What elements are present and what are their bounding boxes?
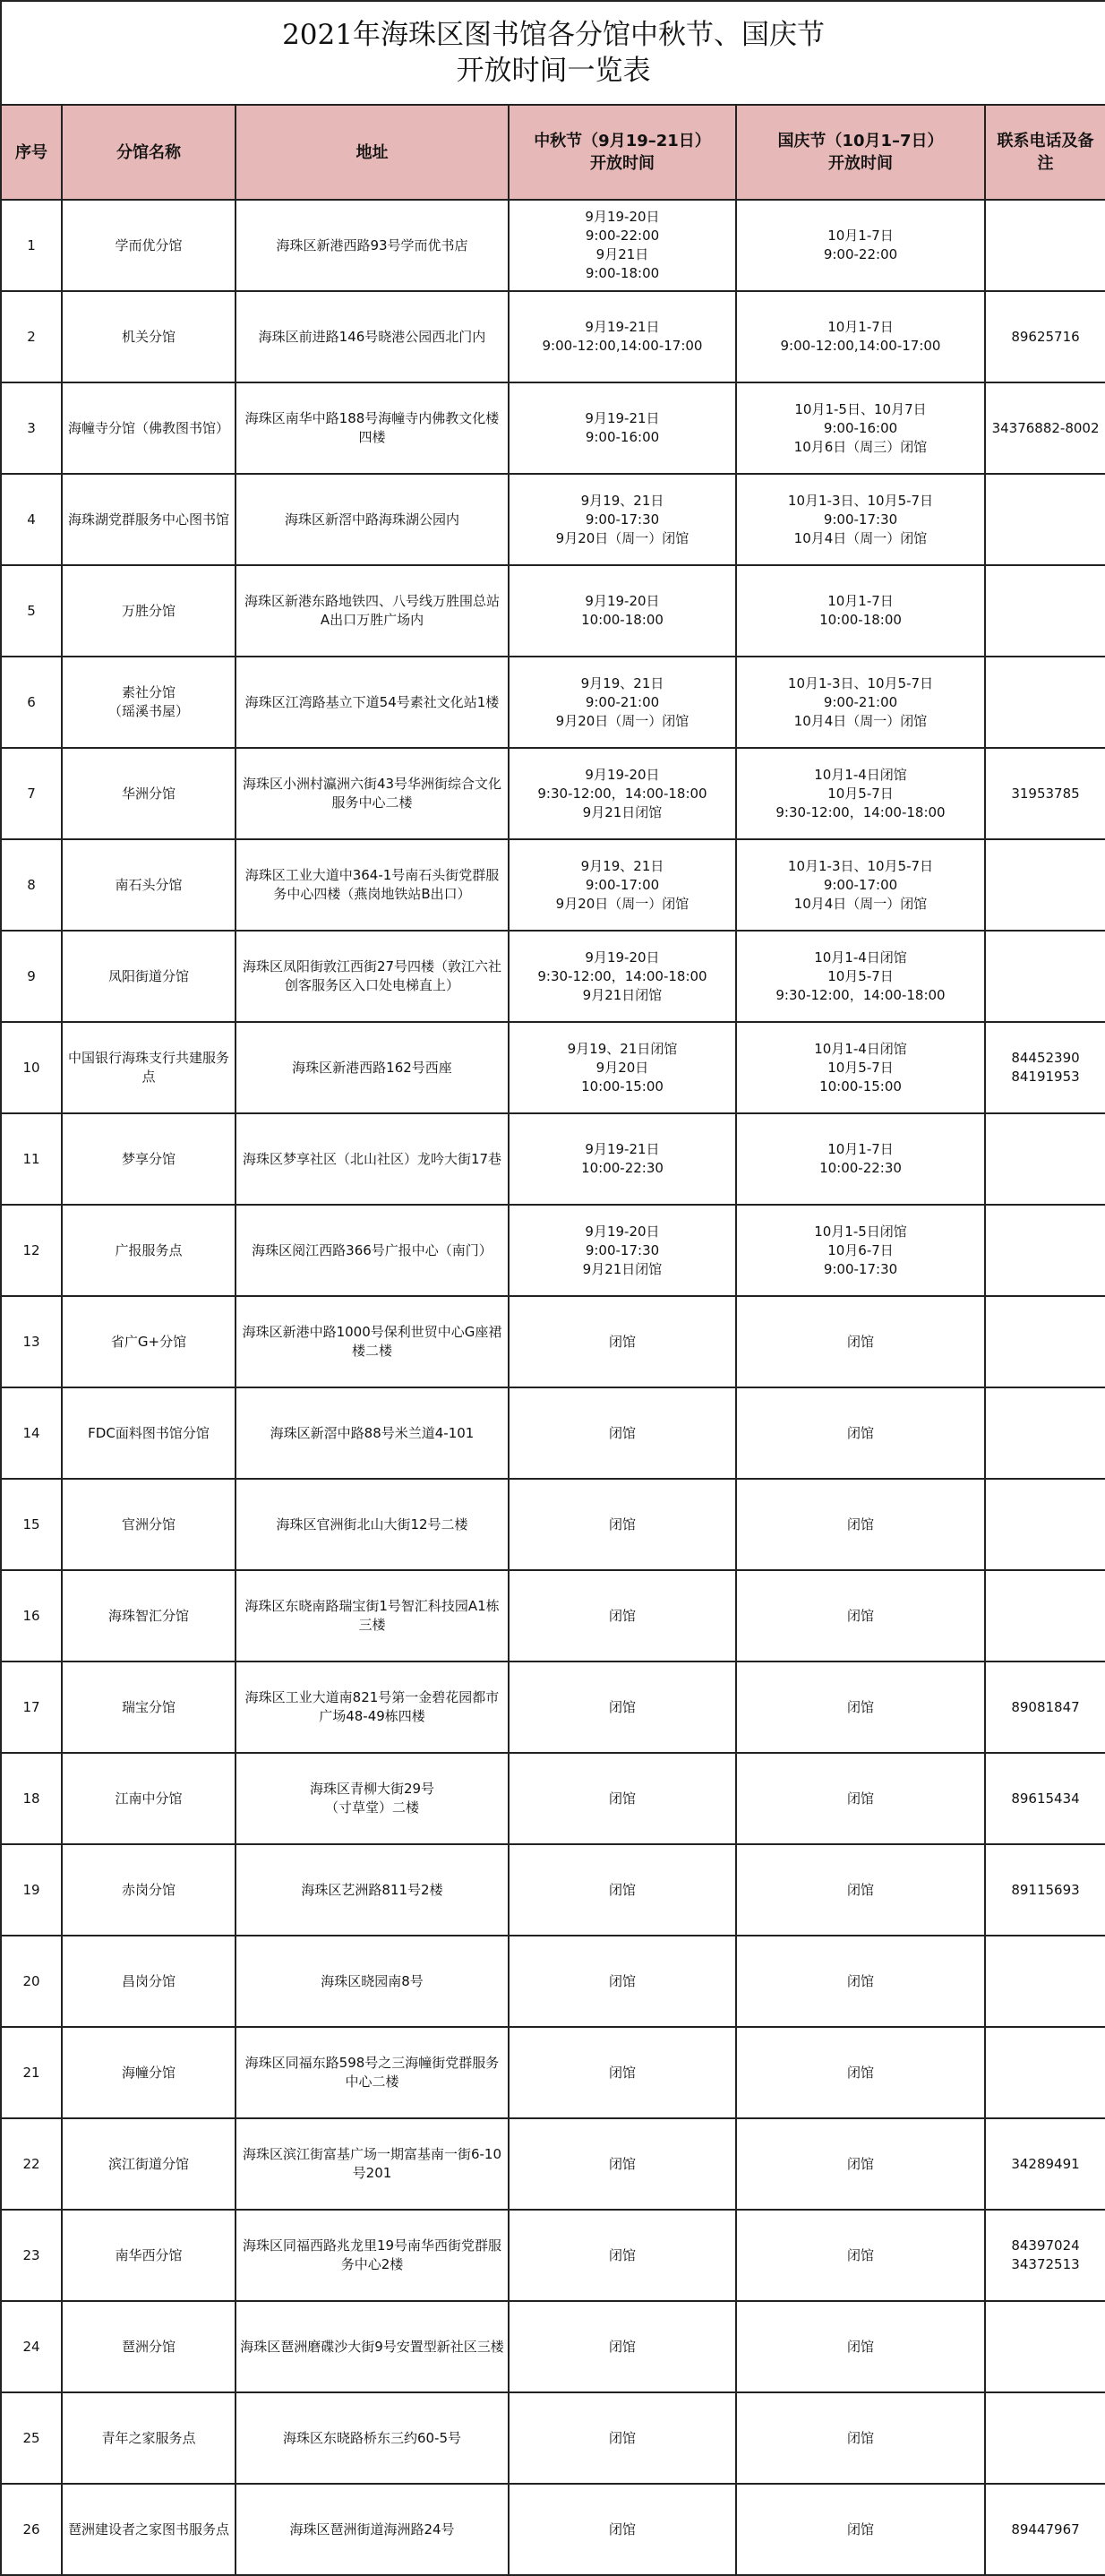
table-row (1, 1205, 1105, 1296)
branch-address: 海珠区新港中路1000号保利世贸中心G座裙楼二楼 (236, 1296, 509, 1387)
table-row (1, 1113, 1105, 1205)
title-line-2: 开放时间一览表 (456, 55, 651, 87)
branch-name: 南石头分馆 (62, 839, 236, 931)
row-number: 16 (1, 1570, 62, 1662)
header-national-day-hours: 国庆节（10月1–7日） 开放时间 (736, 105, 985, 200)
national-day-hours: 10月1-7日 9:00-22:00 (736, 200, 985, 291)
row-number: 7 (1, 748, 62, 839)
contact-info (985, 1113, 1105, 1205)
branch-address: 海珠区新港东路地铁四、八号线万胜围总站A出口万胜广场内 (236, 565, 509, 657)
row-number: 6 (1, 657, 62, 748)
row-number: 4 (1, 474, 62, 565)
row-number: 22 (1, 2118, 62, 2210)
midautumn-hours: 闭馆 (509, 2392, 736, 2484)
contact-info (985, 1479, 1105, 1570)
national-day-hours: 闭馆 (736, 2392, 985, 2484)
branch-address: 海珠区滨江街富基广场一期富基南一街6-10号201 (236, 2118, 509, 2210)
national-day-hours: 闭馆 (736, 2301, 985, 2392)
national-day-hours: 10月1-7日 10:00-18:00 (736, 565, 985, 657)
branch-address: 海珠区南华中路188号海幢寺内佛教文化楼四楼 (236, 382, 509, 474)
contact-info (985, 2392, 1105, 2484)
contact-info: 89081847 (985, 1662, 1105, 1753)
table-row (1, 2210, 1105, 2301)
table-row (1, 1662, 1105, 1753)
row-number: 8 (1, 839, 62, 931)
branch-name: 海珠湖党群服务中心图书馆 (62, 474, 236, 565)
branch-name: 学而优分馆 (62, 200, 236, 291)
national-day-hours: 10月1-4日闭馆 10月5-7日 10:00-15:00 (736, 1022, 985, 1113)
table-row (1, 200, 1105, 291)
contact-info (985, 1936, 1105, 2027)
midautumn-hours: 9月19-20日 9:30-12:00，14:00-18:00 9月21日闭馆 (509, 931, 736, 1022)
midautumn-hours: 9月19-20日 9:00-17:30 9月21日闭馆 (509, 1205, 736, 1296)
table-row (1, 1570, 1105, 1662)
contact-info: 34376882-8002 (985, 382, 1105, 474)
schedule-rows (1, 200, 1105, 2575)
national-day-hours: 闭馆 (736, 1570, 985, 1662)
branch-address: 海珠区新港西路162号西座 (236, 1022, 509, 1113)
midautumn-hours: 闭馆 (509, 1844, 736, 1936)
contact-info (985, 2301, 1105, 2392)
contact-info (985, 657, 1105, 748)
midautumn-hours: 9月19-20日 9:30-12:00，14:00-18:00 9月21日闭馆 (509, 748, 736, 839)
midautumn-hours: 9月19-21日 10:00-22:30 (509, 1113, 736, 1205)
midautumn-hours: 9月19、21日 9:00-17:30 9月20日（周一）闭馆 (509, 474, 736, 565)
header-no: 序号 (1, 105, 62, 200)
branch-name: 南华西分馆 (62, 2210, 236, 2301)
national-day-hours: 10月1-7日 10:00-22:30 (736, 1113, 985, 1205)
branch-name: 海幢寺分馆（佛教图书馆） (62, 382, 236, 474)
header-branch-name: 分馆名称 (62, 105, 236, 200)
row-number: 19 (1, 1844, 62, 1936)
table-row (1, 931, 1105, 1022)
contact-info (985, 2027, 1105, 2118)
national-day-hours: 10月1-5日闭馆 10月6-7日 9:00-17:30 (736, 1205, 985, 1296)
branch-address: 海珠区青柳大街29号 （寸草堂）二楼 (236, 1753, 509, 1844)
national-day-hours: 10月1-4日闭馆 10月5-7日 9:30-12:00，14:00-18:00 (736, 748, 985, 839)
branch-name: 海幢分馆 (62, 2027, 236, 2118)
branch-address: 海珠区新港西路93号学而优书店 (236, 200, 509, 291)
contact-info: 84397024 34372513 (985, 2210, 1105, 2301)
national-day-hours: 闭馆 (736, 2210, 985, 2301)
national-day-hours: 闭馆 (736, 1844, 985, 1936)
branch-name: 琶洲建设者之家图书服务点 (62, 2484, 236, 2575)
row-number: 25 (1, 2392, 62, 2484)
table-row (1, 2301, 1105, 2392)
row-number: 1 (1, 200, 62, 291)
row-number: 10 (1, 1022, 62, 1113)
table-row (1, 748, 1105, 839)
midautumn-hours: 闭馆 (509, 2210, 736, 2301)
table-row (1, 1022, 1105, 1113)
row-number: 13 (1, 1296, 62, 1387)
row-number: 2 (1, 291, 62, 382)
national-day-hours: 闭馆 (736, 2027, 985, 2118)
title-line-1: 2021年海珠区图书馆各分馆中秋节、国庆节 (282, 19, 825, 51)
midautumn-hours: 9月19、21日 9:00-21:00 9月20日（周一）闭馆 (509, 657, 736, 748)
branch-name: 中国银行海珠支行共建服务点 (62, 1022, 236, 1113)
row-number: 3 (1, 382, 62, 474)
header-contact: 联系电话及备注 (985, 105, 1105, 200)
branch-name: 华洲分馆 (62, 748, 236, 839)
branch-name: 素社分馆 （瑶溪书屋） (62, 657, 236, 748)
midautumn-hours: 闭馆 (509, 1570, 736, 1662)
midautumn-hours: 闭馆 (509, 2301, 736, 2392)
midautumn-hours: 闭馆 (509, 1936, 736, 2027)
branch-address: 海珠区工业大道中364-1号南石头街党群服务中心四楼（燕岗地铁站B出口） (236, 839, 509, 931)
branch-name: 梦享分馆 (62, 1113, 236, 1205)
contact-info (985, 931, 1105, 1022)
branch-name: 琶洲分馆 (62, 2301, 236, 2392)
contact-info (985, 200, 1105, 291)
row-number: 14 (1, 1387, 62, 1479)
branch-name: 广报服务点 (62, 1205, 236, 1296)
contact-info: 89615434 (985, 1753, 1105, 1844)
row-number: 9 (1, 931, 62, 1022)
midautumn-hours: 闭馆 (509, 2484, 736, 2575)
midautumn-hours: 闭馆 (509, 1753, 736, 1844)
national-day-hours: 闭馆 (736, 1662, 985, 1753)
branch-address: 海珠区新滘中路88号米兰道4-101 (236, 1387, 509, 1479)
contact-info (985, 1205, 1105, 1296)
table-row (1, 657, 1105, 748)
branch-name: 官洲分馆 (62, 1479, 236, 1570)
branch-address: 海珠区小洲村瀛洲六街43号华洲街综合文化服务中心二楼 (236, 748, 509, 839)
table-row (1, 1387, 1105, 1479)
header-row (1, 105, 1105, 200)
midautumn-hours: 闭馆 (509, 1479, 736, 1570)
row-number: 12 (1, 1205, 62, 1296)
row-number: 24 (1, 2301, 62, 2392)
table-row (1, 382, 1105, 474)
branch-address: 海珠区工业大道南821号第一金碧花园都市广场48-49栋四楼 (236, 1662, 509, 1753)
contact-info: 84452390 84191953 (985, 1022, 1105, 1113)
row-number: 15 (1, 1479, 62, 1570)
row-number: 21 (1, 2027, 62, 2118)
contact-info (985, 839, 1105, 931)
branch-address: 海珠区东晓南路瑞宝街1号智汇科技园A1栋三楼 (236, 1570, 509, 1662)
table-row (1, 474, 1105, 565)
branch-name: 青年之家服务点 (62, 2392, 236, 2484)
contact-info (985, 1570, 1105, 1662)
table-row (1, 1844, 1105, 1936)
contact-info (985, 1296, 1105, 1387)
branch-name: 滨江街道分馆 (62, 2118, 236, 2210)
row-number: 17 (1, 1662, 62, 1753)
table-row (1, 839, 1105, 931)
table-row (1, 2118, 1105, 2210)
row-number: 26 (1, 2484, 62, 2575)
national-day-hours: 闭馆 (736, 1936, 985, 2027)
table-row (1, 291, 1105, 382)
row-number: 20 (1, 1936, 62, 2027)
branch-address: 海珠区江湾路基立下道54号素社文化站1楼 (236, 657, 509, 748)
midautumn-hours: 9月19、21日闭馆 9月20日 10:00-15:00 (509, 1022, 736, 1113)
branch-address: 海珠区同福东路598号之三海幢街党群服务中心二楼 (236, 2027, 509, 2118)
national-day-hours: 10月1-3日、10月5-7日 9:00-21:00 10月4日（周一）闭馆 (736, 657, 985, 748)
branch-name: 瑞宝分馆 (62, 1662, 236, 1753)
table-row (1, 1936, 1105, 2027)
branch-name: 海珠智汇分馆 (62, 1570, 236, 1662)
contact-info (985, 1387, 1105, 1479)
table-row (1, 2484, 1105, 2575)
branch-address: 海珠区官洲街北山大街12号二楼 (236, 1479, 509, 1570)
national-day-hours: 10月1-4日闭馆 10月5-7日 9:30-12:00，14:00-18:00 (736, 931, 985, 1022)
midautumn-hours: 闭馆 (509, 1296, 736, 1387)
branch-name: 省广G+分馆 (62, 1296, 236, 1387)
contact-info (985, 474, 1105, 565)
branch-address: 海珠区同福西路兆龙里19号南华西街党群服务中心2楼 (236, 2210, 509, 2301)
branch-address: 海珠区琶洲街道海洲路24号 (236, 2484, 509, 2575)
national-day-hours: 闭馆 (736, 2118, 985, 2210)
branch-address: 海珠区艺洲路811号2楼 (236, 1844, 509, 1936)
contact-info: 34289491 (985, 2118, 1105, 2210)
national-day-hours: 10月1-3日、10月5-7日 9:00-17:30 10月4日（周一）闭馆 (736, 474, 985, 565)
table-row (1, 1296, 1105, 1387)
table-row (1, 2392, 1105, 2484)
row-number: 5 (1, 565, 62, 657)
national-day-hours: 10月1-7日 9:00-12:00,14:00-17:00 (736, 291, 985, 382)
contact-info (985, 565, 1105, 657)
national-day-hours: 闭馆 (736, 1753, 985, 1844)
midautumn-hours: 闭馆 (509, 1662, 736, 1753)
row-number: 23 (1, 2210, 62, 2301)
branch-name: 机关分馆 (62, 291, 236, 382)
table-row (1, 2027, 1105, 2118)
national-day-hours: 闭馆 (736, 1296, 985, 1387)
table-row (1, 1479, 1105, 1570)
national-day-hours: 10月1-5日、10月7日 9:00-16:00 10月6日（周三）闭馆 (736, 382, 985, 474)
branch-address: 海珠区前进路146号晓港公园西北门内 (236, 291, 509, 382)
table-row (1, 565, 1105, 657)
branch-name: 江南中分馆 (62, 1753, 236, 1844)
contact-info: 31953785 (985, 748, 1105, 839)
header-address: 地址 (236, 105, 509, 200)
branch-name: 凤阳街道分馆 (62, 931, 236, 1022)
row-number: 11 (1, 1113, 62, 1205)
midautumn-hours: 9月19-20日 10:00-18:00 (509, 565, 736, 657)
table-row (1, 1753, 1105, 1844)
branch-address: 海珠区新滘中路海珠湖公园内 (236, 474, 509, 565)
branch-name: 昌岗分馆 (62, 1936, 236, 2027)
branch-name: FDC面料图书馆分馆 (62, 1387, 236, 1479)
branch-address: 海珠区晓园南8号 (236, 1936, 509, 2027)
midautumn-hours: 9月19-20日 9:00-22:00 9月21日 9:00-18:00 (509, 200, 736, 291)
national-day-hours: 闭馆 (736, 1479, 985, 1570)
branch-address: 海珠区凤阳街敦江西街27号四楼（敦江六社创客服务区入口处电梯直上） (236, 931, 509, 1022)
table-title (1, 1, 1105, 105)
national-day-hours: 闭馆 (736, 1387, 985, 1479)
branch-name: 赤岗分馆 (62, 1844, 236, 1936)
midautumn-hours: 闭馆 (509, 2118, 736, 2210)
branch-address: 海珠区东晓路桥东三约60-5号 (236, 2392, 509, 2484)
row-number: 18 (1, 1753, 62, 1844)
branch-address: 海珠区阅江西路366号广报中心（南门） (236, 1205, 509, 1296)
contact-info: 89447967 (985, 2484, 1105, 2575)
branch-address: 海珠区梦享社区（北山社区）龙吟大街17巷 (236, 1113, 509, 1205)
midautumn-hours: 闭馆 (509, 1387, 736, 1479)
midautumn-hours: 9月19-21日 9:00-12:00,14:00-17:00 (509, 291, 736, 382)
national-day-hours: 闭馆 (736, 2484, 985, 2575)
contact-info: 89625716 (985, 291, 1105, 382)
midautumn-hours: 闭馆 (509, 2027, 736, 2118)
header-midautumn-hours: 中秋节（9月19–21日） 开放时间 (509, 105, 736, 200)
branch-address: 海珠区琶洲磨碟沙大街9号安置型新社区三楼 (236, 2301, 509, 2392)
contact-info: 89115693 (985, 1844, 1105, 1936)
midautumn-hours: 9月19-21日 9:00-16:00 (509, 382, 736, 474)
national-day-hours: 10月1-3日、10月5-7日 9:00-17:00 10月4日（周一）闭馆 (736, 839, 985, 931)
branch-name: 万胜分馆 (62, 565, 236, 657)
midautumn-hours: 9月19、21日 9:00-17:00 9月20日（周一）闭馆 (509, 839, 736, 931)
